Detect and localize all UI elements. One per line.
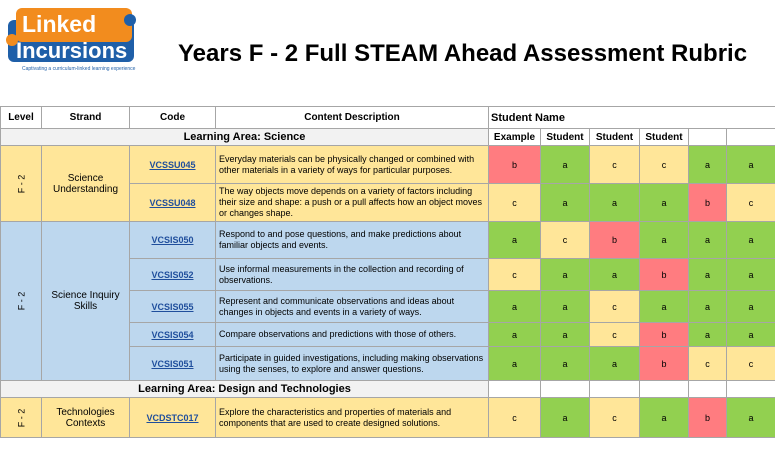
student-column-header: [727, 381, 775, 398]
level-cell: [1, 222, 42, 381]
student-column-header: [541, 381, 590, 398]
content-header: Content Description: [216, 107, 489, 129]
level-text: F - 2: [15, 408, 26, 427]
strand-cell: Science Understanding: [42, 146, 130, 222]
grade-cell[interactable]: b: [640, 259, 689, 291]
learning-area-label: Learning Area: Science: [1, 129, 489, 146]
grade-cell[interactable]: a: [541, 323, 590, 347]
student-name-header: Student Name: [489, 107, 775, 129]
curriculum-code-link[interactable]: VCSSU045: [149, 159, 196, 170]
grade-cell[interactable]: a: [689, 291, 727, 323]
page-title: Years F - 2 Full STEAM Ahead Assessment Rubric: [178, 40, 748, 67]
grade-cell[interactable]: c: [590, 291, 640, 323]
student-column-header: [727, 129, 775, 146]
grade-cell[interactable]: a: [590, 184, 640, 222]
level-text: F - 2: [15, 174, 26, 193]
rubric-row: [1, 146, 775, 184]
code-cell: [130, 347, 216, 381]
code-cell: [130, 259, 216, 291]
curriculum-code-link[interactable]: VCSSU048: [149, 197, 196, 208]
grade-cell[interactable]: a: [640, 222, 689, 259]
grade-cell[interactable]: a: [727, 146, 775, 184]
grade-cell[interactable]: c: [489, 259, 541, 291]
content-description: Represent and communicate observations and ideas about changes in objects and events in a variety of ways.: [216, 291, 489, 323]
level-text: F - 2: [15, 291, 26, 311]
student-column-header: [489, 381, 541, 398]
student-column-header: Student: [541, 129, 590, 146]
grade-cell[interactable]: b: [689, 398, 727, 438]
grade-cell[interactable]: a: [541, 347, 590, 381]
level-cell: [1, 398, 42, 438]
code-cell: [130, 398, 216, 438]
learning-area-label: Learning Area: Design and Technologies: [1, 381, 489, 398]
logo-line2: Incursions: [16, 38, 128, 63]
student-column-header: Student: [640, 129, 689, 146]
grade-cell[interactable]: a: [541, 146, 590, 184]
grade-cell[interactable]: c: [489, 184, 541, 222]
code-cell: [130, 323, 216, 347]
learning-area-row: [1, 381, 775, 398]
curriculum-code-link[interactable]: VCSIS052: [151, 269, 194, 280]
grade-cell[interactable]: c: [489, 398, 541, 438]
grade-cell[interactable]: a: [640, 184, 689, 222]
rubric-row: [1, 398, 775, 438]
curriculum-code-link[interactable]: VCSIS050: [151, 235, 194, 245]
grade-cell[interactable]: b: [640, 347, 689, 381]
grade-cell[interactable]: b: [489, 146, 541, 184]
grade-cell[interactable]: c: [541, 222, 590, 259]
student-column-header: [590, 381, 640, 398]
grade-cell[interactable]: a: [590, 347, 640, 381]
grade-cell[interactable]: a: [689, 259, 727, 291]
grade-cell[interactable]: a: [689, 323, 727, 347]
curriculum-code-link[interactable]: VCDSTC017: [146, 412, 199, 423]
header-row: [1, 107, 775, 129]
grade-cell[interactable]: a: [541, 398, 590, 438]
grade-cell[interactable]: c: [689, 347, 727, 381]
grade-cell[interactable]: a: [489, 347, 541, 381]
grade-cell[interactable]: a: [727, 259, 775, 291]
strand-cell: Science Inquiry Skills: [42, 222, 130, 381]
grade-cell[interactable]: c: [590, 398, 640, 438]
grade-cell[interactable]: c: [727, 184, 775, 222]
student-column-header: Example: [489, 129, 541, 146]
grade-cell[interactable]: c: [590, 146, 640, 184]
grade-cell[interactable]: a: [541, 291, 590, 323]
level-header: Level: [1, 107, 42, 129]
student-column-header: [689, 129, 727, 146]
grade-cell[interactable]: a: [689, 146, 727, 184]
grade-cell[interactable]: a: [727, 398, 775, 438]
grade-cell[interactable]: a: [640, 398, 689, 438]
content-description: Compare observations and predictions with those of others.: [216, 323, 489, 347]
student-column-header: Student: [590, 129, 640, 146]
grade-cell[interactable]: a: [727, 222, 775, 259]
code-cell: [130, 291, 216, 323]
curriculum-code-link[interactable]: VCSIS054: [151, 329, 194, 340]
grade-cell[interactable]: a: [489, 222, 541, 259]
grade-cell[interactable]: c: [590, 323, 640, 347]
grade-cell[interactable]: a: [640, 291, 689, 323]
rubric-row: [1, 222, 775, 259]
grade-cell[interactable]: b: [590, 222, 640, 259]
grade-cell[interactable]: b: [689, 184, 727, 222]
learning-area-row: [1, 129, 775, 146]
grade-cell[interactable]: a: [590, 259, 640, 291]
assessment-rubric-table: [0, 106, 775, 438]
logo-line1: Linked: [22, 11, 97, 37]
content-description: Explore the characteristics and properties of materials and components that are used to create designed solutions.: [216, 398, 489, 438]
curriculum-code-link[interactable]: VCSIS051: [151, 358, 194, 369]
code-header: Code: [130, 107, 216, 129]
grade-cell[interactable]: b: [640, 323, 689, 347]
grade-cell[interactable]: a: [541, 184, 590, 222]
grade-cell[interactable]: a: [727, 291, 775, 323]
code-cell: [130, 146, 216, 184]
student-column-header: [640, 381, 689, 398]
logo-tagline: Captivating a curriculum-linked learning experience: [22, 66, 136, 72]
grade-cell[interactable]: a: [727, 323, 775, 347]
content-description: Respond to and pose questions, and make predictions about familiar objects and events.: [216, 222, 489, 259]
code-cell: [130, 184, 216, 222]
curriculum-code-link[interactable]: VCSIS055: [151, 301, 194, 312]
grade-cell[interactable]: a: [489, 291, 541, 323]
level-cell: [1, 146, 42, 222]
grade-cell[interactable]: c: [727, 347, 775, 381]
student-column-header: [689, 381, 727, 398]
code-cell: [130, 222, 216, 259]
strand-header: Strand: [42, 107, 130, 129]
content-description: Participate in guided investigations, including making observations using the senses, to explore and answer questions.: [216, 347, 489, 381]
content-description: Use informal measurements in the collection and recording of observations.: [216, 259, 489, 291]
grade-cell[interactable]: a: [541, 259, 590, 291]
content-description: The way objects move depends on a variety of factors including their size and shape: a push or a pull affects how an object moves or changes shape.: [216, 184, 489, 222]
linked-incursions-logo: [8, 8, 136, 86]
grade-cell[interactable]: c: [640, 146, 689, 184]
grade-cell[interactable]: a: [689, 222, 727, 259]
grade-cell[interactable]: a: [489, 323, 541, 347]
strand-cell: Technologies Contexts: [42, 398, 130, 438]
content-description: Everyday materials can be physically changed or combined with other materials in a variety of ways for particular purposes.: [216, 146, 489, 184]
